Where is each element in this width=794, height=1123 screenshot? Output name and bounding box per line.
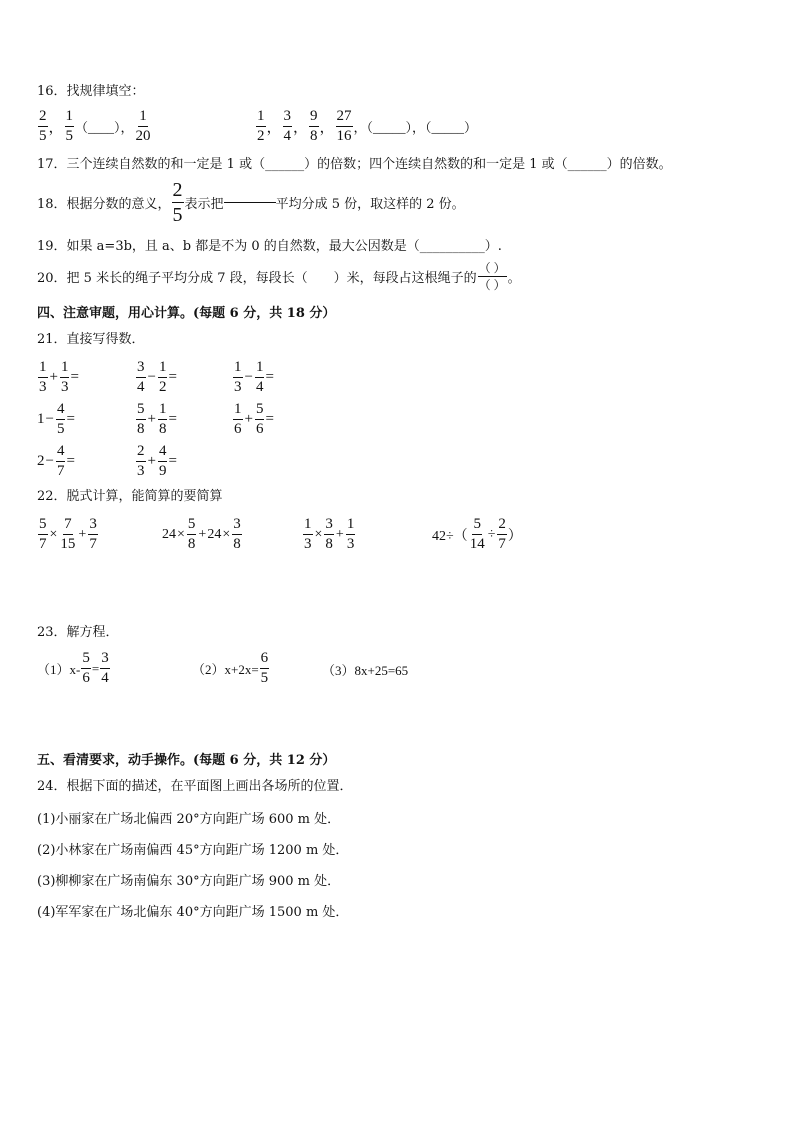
q21-expr-2: $\frac{3}{4}$ − $\frac{1}{2}$ =	[137, 359, 177, 395]
q24-item-2: (2)小林家在广场南偏西 45°方向距广场 1200 m 处．	[37, 843, 349, 858]
q18-suffix: 平均分成 5 份，取这样的 2 份。	[275, 197, 465, 212]
q22-expr-2: 24 × $\frac{5}{8}$ + 24 × $\frac{3}{8}$	[162, 516, 241, 552]
q20-row: 20．把 5 米长的绳子平均分成 7 段，每段长（ ）米，每段占这根绳子的 $\frac{( )}{( )}$ 。	[37, 261, 521, 292]
q19-text: 19．如果 a=3b，且 a、b 都是不为 0 的自然数，最大公因数是（__________）.	[37, 239, 502, 254]
q22-label: 22．脱式计算，能简算的要简算	[37, 489, 223, 504]
q21-expr-8: $\frac{2}{3}$ + $\frac{4}{9}$ =	[137, 443, 177, 479]
q22-expr-3: $\frac{1}{3}$ × $\frac{3}{8}$ + $\frac{1}{3}$	[304, 516, 355, 552]
q21-expr-3: $\frac{1}{3}$ − $\frac{1}{4}$ =	[234, 359, 274, 395]
q16-sequence-1: $\frac{2}{5}$ ， $\frac{1}{5}$ （____）， $\frac{1}{20}$	[39, 108, 151, 144]
q18-row	[37, 180, 465, 225]
section-5-title: 五、看清要求，动手操作。(每题 6 分，共 12 分）	[37, 753, 336, 768]
q20-text: 20．把 5 米长的绳子平均分成 7 段，每段长（ ）米，每段占这根绳子的	[37, 271, 477, 286]
q24-item-3: (3)柳柳家在广场南偏东 30°方向距广场 900 m 处．	[37, 874, 341, 889]
fraction: $\frac{2}{5}$	[172, 179, 183, 226]
q23-equation-1: （1）x- $\frac{5}{6}$ = $\frac{3}{4}$	[37, 650, 109, 686]
q24-item-1: (1)小丽家在广场北偏西 20°方向距广场 600 m 处．	[37, 812, 341, 827]
q16-sequence-2: $\frac{1}{2}$ ， $\frac{3}{4}$ ， $\frac{9}{8}$ ， $\frac{27}{16}$ ，（_____），（_____）	[257, 108, 478, 144]
q16-blanks[interactable]: ，（_____），（_____）	[353, 120, 478, 135]
q23-equation-3: （3）8x+25=65	[322, 663, 409, 678]
q23-equation-2: （2）x+2x= $\frac{6}{5}$	[192, 650, 269, 686]
q16-blank[interactable]: （____），	[75, 120, 134, 135]
q21-expr-4: 1 − $\frac{4}{5}$ =	[37, 401, 75, 437]
fraction: $\frac{2}{5}$	[39, 108, 47, 144]
fraction: $\frac{9}{8}$	[310, 108, 318, 144]
section-4-title: 四、注意审题，用心计算。(每题 6 分，共 18 分）	[37, 306, 336, 321]
q21-expr-6: $\frac{1}{6}$ + $\frac{5}{6}$ =	[234, 401, 274, 437]
q24-item-4: (4)军军家在广场北偏东 40°方向距广场 1500 m 处．	[37, 905, 349, 920]
q21-label: 21．直接写得数．	[37, 332, 145, 347]
fraction: $\frac{3}{4}$	[283, 108, 292, 144]
q21-expr-1: $\frac{1}{3}$ + $\frac{1}{3}$ =	[39, 359, 79, 395]
fraction: $\frac{1}{20}$	[135, 108, 151, 144]
fraction: $\frac{1}{5}$	[65, 108, 74, 144]
q16-label: 16．找规律填空：	[37, 84, 145, 99]
q21-expr-5: $\frac{5}{8}$ + $\frac{1}{8}$ =	[137, 401, 177, 437]
fraction: $\frac{1}{2}$	[257, 108, 265, 144]
q22-expr-4: 42÷（ $\frac{5}{14}$ ÷ $\frac{2}{7}$ ）	[432, 516, 522, 552]
q18-blank[interactable]	[224, 202, 276, 203]
fraction: $\frac{27}{16}$	[336, 108, 352, 144]
q22-expr-1: $\frac{5}{7}$ × $\frac{7}{15}$ + $\frac{3}{7}$	[39, 516, 97, 552]
q21-expr-7: 2 − $\frac{4}{7}$ =	[37, 443, 75, 479]
q23-label: 23．解方程．	[37, 625, 119, 640]
q17-text: 17．三个连续自然数的和一定是 1 或（______）的倍数；四个连续自然数的和一定是 1 或（______）的倍数。	[37, 157, 672, 172]
q18-prefix: 18．根据分数的意义，	[37, 197, 171, 212]
q24-label: 24．根据下面的描述，在平面图上画出各场所的位置．	[37, 779, 353, 794]
fraction-blank[interactable]: $\frac{( )}{( )}$	[478, 261, 506, 292]
q18-mid: 表示把	[184, 197, 224, 212]
